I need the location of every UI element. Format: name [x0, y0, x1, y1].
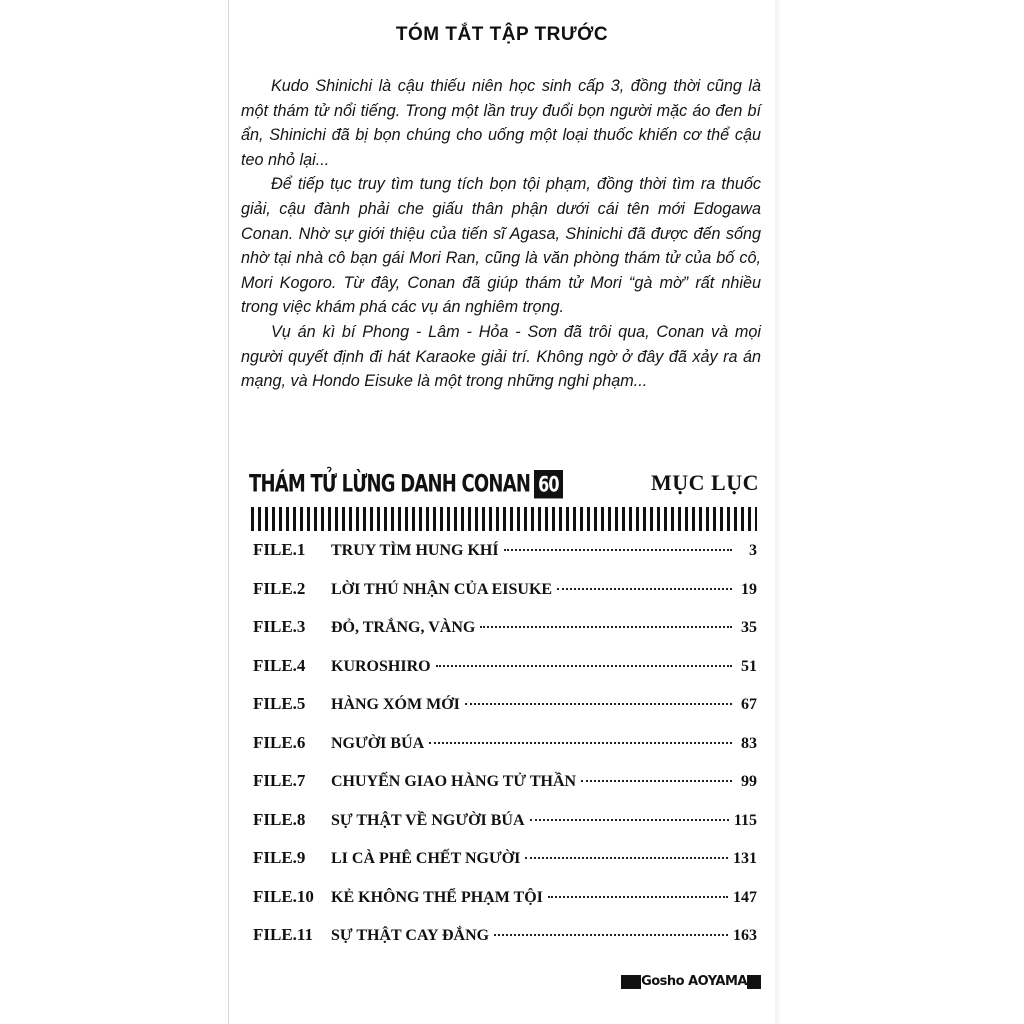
chapter-title: SỰ THẬT CAY ĐẮNG [331, 927, 490, 944]
toc-entry [253, 771, 757, 810]
author-tag [621, 974, 761, 989]
file-label: FILE.1 [253, 540, 306, 559]
toc-header [249, 468, 759, 502]
toc-entry [253, 925, 757, 964]
chapter-title: LỜI THÚ NHẬN CỦA EISUKE [331, 580, 553, 598]
dot-leader [581, 779, 732, 782]
dot-leader [525, 856, 728, 859]
summary-paragraph: Kudo Shinichi là cậu thiếu niên học sinh cấp 3, đồng thời cũng là một thám tử nổi tiếng. Trong một lần truy đuổi bọn người mặc áo đen bí ẩn, Shinichi đã bị bọn chúng cho uống một loại thuốc khiến cơ thể cậu teo nhỏ lại... [241, 77, 761, 169]
summary-paragraph: Để tiếp tục truy tìm tung tích bọn tội phạm, đồng thời tìm ra thuốc giải, cậu đành phải che giấu thân phận dưới cái tên mới Edogawa Conan. Nhờ sự giới thiệu của tiến sĩ Agasa, Shinichi đã được đến sống nhờ tại nhà cô bạn gái Mori Ran, cũng là văn phòng thám tử của bố cô, Mori Kogoro. Từ đây, Conan đã giúp thám tử Mori “gà mờ” rất nhiều trong việc khám phá các vụ án nghiêm trọng. [241, 175, 761, 317]
file-label: FILE.6 [253, 732, 306, 752]
toc-entry [253, 694, 757, 733]
chapter-title: HÀNG XÓM MỚI [331, 696, 460, 713]
page-number: 131 [733, 850, 757, 867]
toc-entry [253, 617, 757, 656]
dot-leader [504, 548, 732, 551]
dot-leader [429, 741, 732, 744]
dot-leader [480, 625, 732, 628]
chapter-title: KUROSHIRO [331, 657, 431, 675]
dot-leader [548, 895, 728, 898]
dot-leader [436, 664, 732, 667]
summary-paragraph: Vụ án kì bí Phong - Lâm - Hỏa - Sơn đã trôi qua, Conan và mọi người quyết định đi hát Karaoke giải trí. Không ngờ ở đây đã xảy ra án mạng, và Hondo Eisuke là một trong những nghi phạm... [241, 322, 761, 391]
series-title-text: THÁM TỬ LỪNG DANH CONAN [249, 470, 531, 499]
chapter-title: ĐỎ, TRẮNG, VÀNG [331, 619, 476, 636]
chapter-title: KẺ KHÔNG THỂ PHẠM TỘI [331, 888, 543, 906]
page-number: 163 [733, 927, 757, 944]
toc-entry [253, 810, 757, 849]
chapter-title: CHUYẾN GIAO HÀNG TỬ THẦN [331, 773, 577, 790]
toc-entry [253, 579, 757, 618]
chapter-title: TRUY TÌM HUNG KHÍ [331, 542, 499, 559]
book-page [228, 0, 775, 1024]
page-number: 35 [741, 619, 757, 636]
file-label: FILE.4 [253, 655, 306, 675]
chapter-title: LI CÀ PHÊ CHẾT NGƯỜI [331, 850, 521, 867]
dot-leader [494, 933, 728, 936]
toc-entry [253, 733, 757, 772]
author-block-right [747, 975, 761, 989]
volume-badge: 60 [534, 470, 563, 498]
summary-title: TÓM TẮT TẬP TRƯỚC [395, 24, 609, 45]
page-number: 147 [733, 888, 757, 906]
page-number: 51 [741, 657, 757, 675]
author-block-left [621, 975, 641, 989]
toc-entry [253, 848, 757, 887]
file-label: FILE.5 [253, 694, 306, 713]
toc-heading: MỤC LỤC [651, 470, 759, 495]
series-title [249, 470, 563, 498]
file-label: FILE.9 [253, 848, 306, 867]
dot-leader [530, 818, 729, 821]
file-label: FILE.7 [253, 771, 306, 790]
file-label: FILE.11 [253, 925, 313, 944]
chapter-title: SỰ THẬT VỀ NGƯỜI BÚA [331, 811, 525, 829]
toc-entry [253, 540, 757, 579]
dot-leader [557, 587, 732, 590]
table-of-contents [253, 540, 757, 964]
file-label: FILE.8 [253, 809, 306, 829]
dot-leader [465, 702, 732, 705]
page-number: 67 [741, 696, 757, 713]
toc-entry [253, 656, 757, 695]
page-number: 115 [733, 811, 757, 829]
barcode-divider [251, 507, 757, 531]
page-number: 99 [741, 773, 757, 790]
page-number: 83 [741, 734, 757, 752]
chapter-title: NGƯỜI BÚA [331, 734, 425, 752]
toc-entry [253, 887, 757, 926]
page-number: 19 [741, 580, 757, 598]
file-label: FILE.10 [253, 886, 314, 906]
author-name: Gosho AOYAMA [641, 974, 747, 989]
file-label: FILE.3 [253, 617, 306, 636]
file-label: FILE.2 [253, 578, 306, 598]
page-number: 3 [749, 542, 757, 559]
summary-text [241, 74, 761, 394]
